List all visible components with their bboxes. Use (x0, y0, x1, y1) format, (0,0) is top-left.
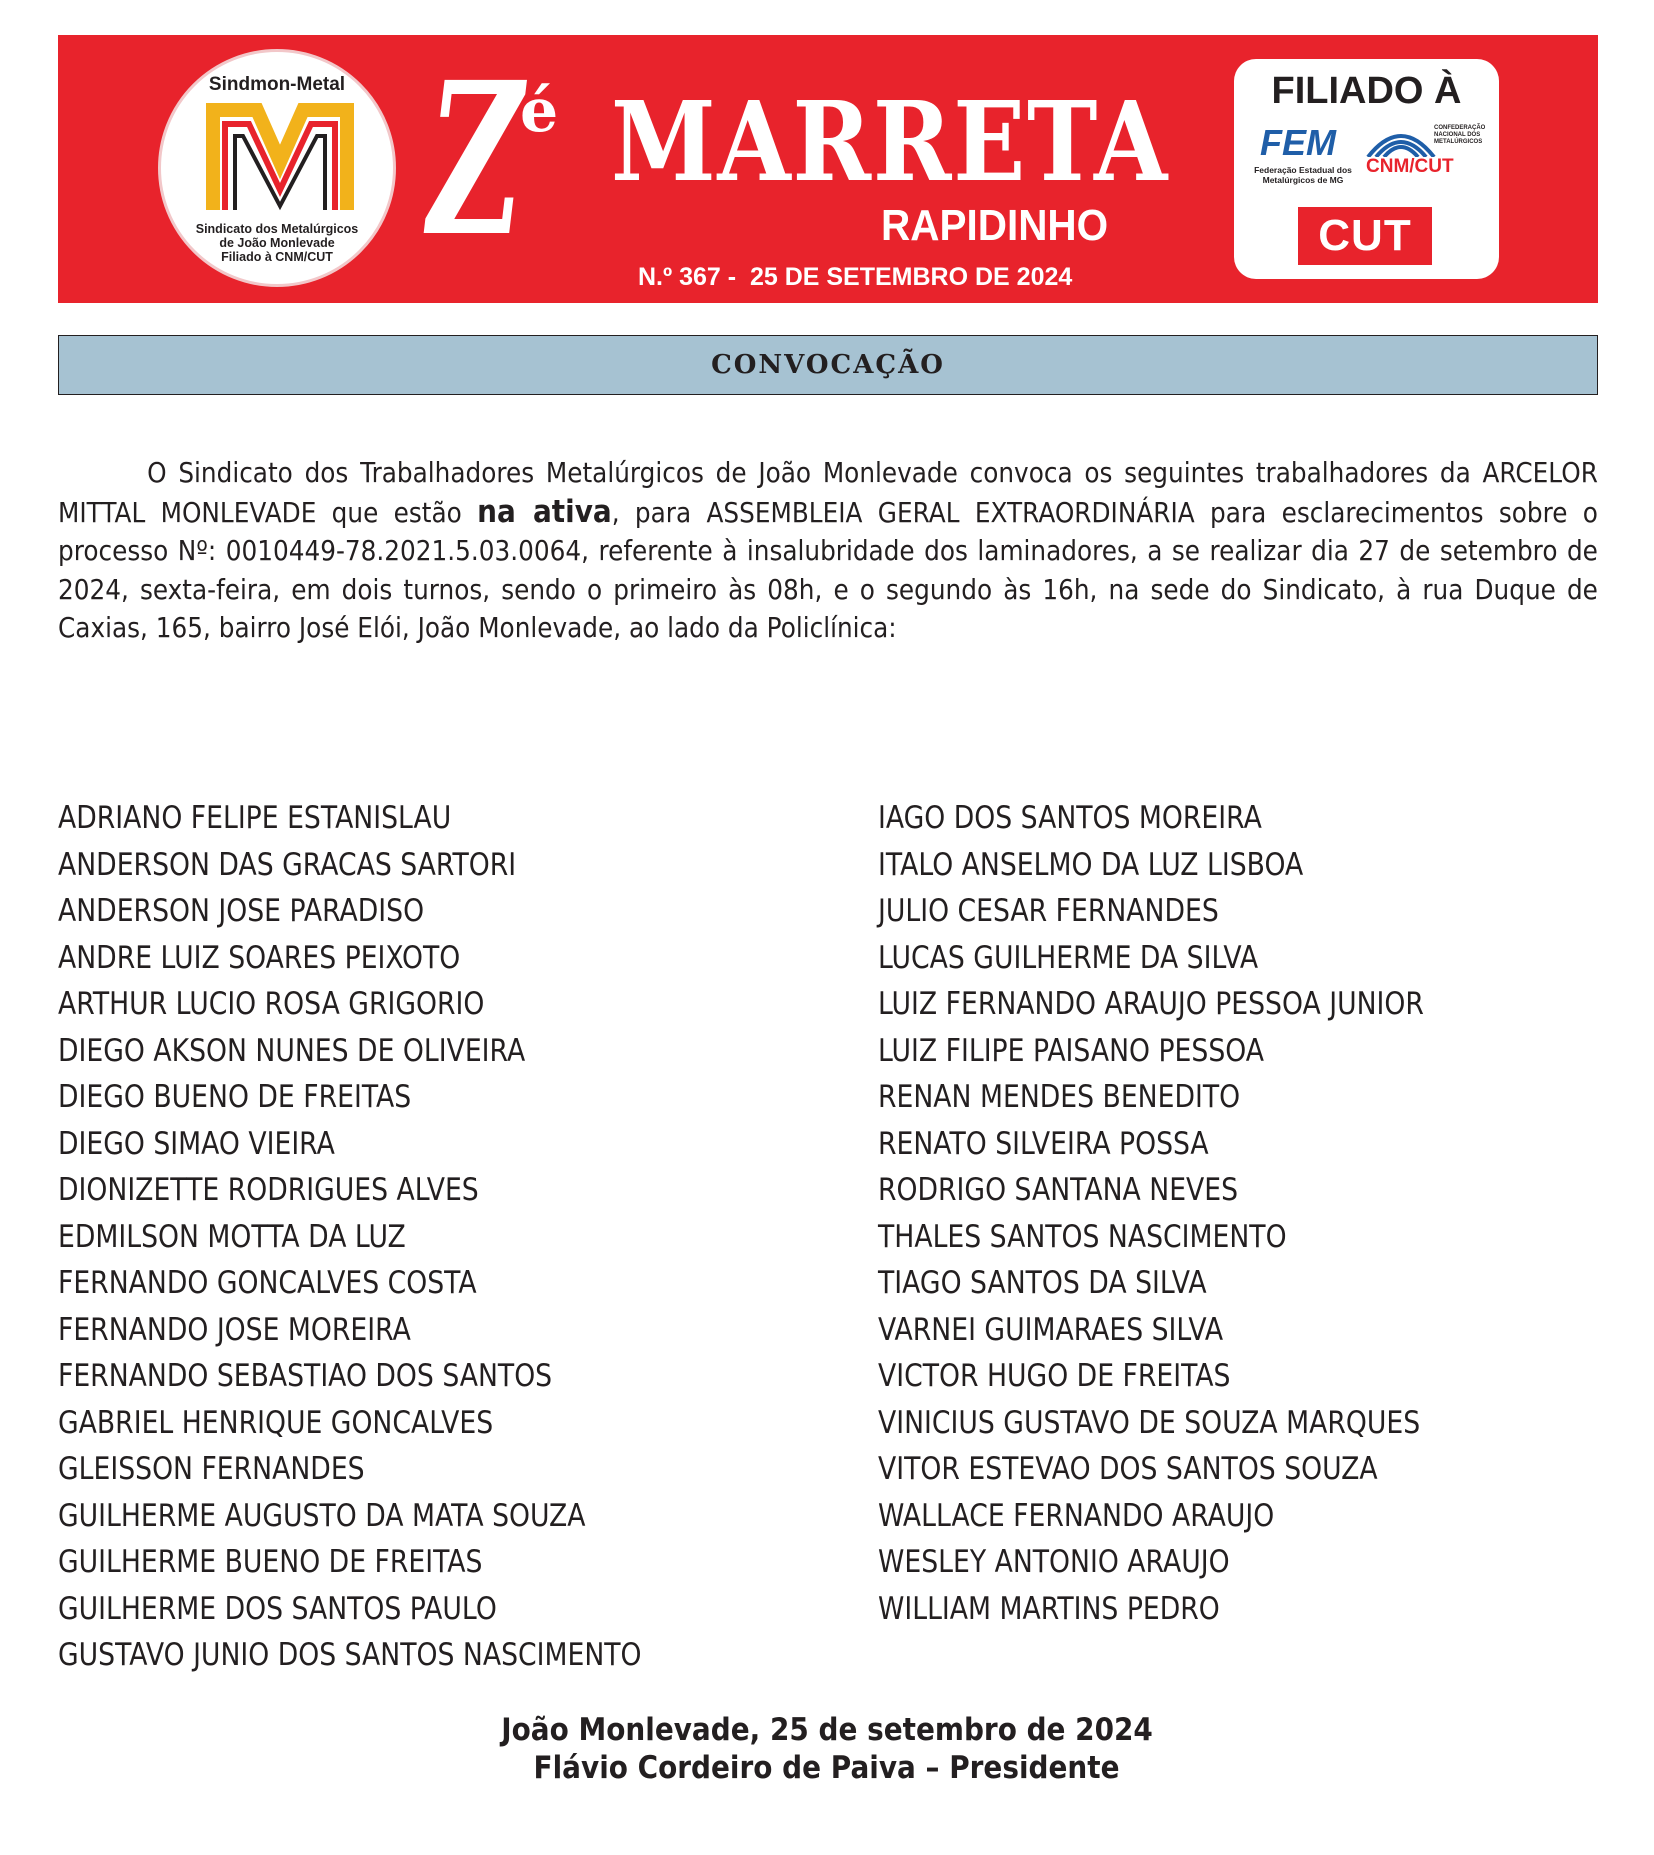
cnm-arches-icon (1366, 123, 1436, 157)
list-item: ANDERSON DAS GRACAS SARTORI (58, 846, 517, 883)
list-item: WESLEY ANTONIO ARAUJO (878, 1544, 1230, 1580)
list-item: THALES SANTOS NASCIMENTO (878, 1218, 1287, 1255)
list-item: FERNANDO SEBASTIAO DOS SANTOS (58, 1358, 553, 1394)
fem-logo-text: FEM (1260, 122, 1336, 163)
list-item: ITALO ANSELMO DA LUZ LISBOA (878, 846, 1304, 883)
list-item: GUILHERME DOS SANTOS PAULO (58, 1590, 497, 1627)
list-item: ANDERSON JOSE PARADISO (58, 893, 425, 929)
list-item: DIEGO SIMAO VIEIRA (58, 1125, 335, 1162)
list-item: VITOR ESTEVAO DOS SANTOS SOUZA (878, 1451, 1378, 1487)
list-item: RODRIGO SANTANA NEVES (878, 1172, 1239, 1208)
list-item: DIEGO BUENO DE FREITAS (58, 1079, 412, 1115)
page-title: MARRETA (611, 77, 1170, 206)
list-item: DIEGO AKSON NUNES DE OLIVEIRA (58, 1032, 526, 1069)
fem-logo-subtitle: Federação Estadual dos Metalúrgicos de MG (1254, 165, 1352, 185)
list-item: EDMILSON MOTTA DA LUZ (58, 1218, 406, 1255)
list-item: VINICIUS GUSTAVO DE SOUZA MARQUES (878, 1404, 1421, 1441)
logo-org-name: Sindmon-Metal (208, 74, 346, 95)
list-item: ADRIANO FELIPE ESTANISLAU (58, 800, 452, 836)
list-item: RENAN MENDES BENEDITO (878, 1079, 1241, 1115)
list-item: FERNANDO GONCALVES COSTA (58, 1265, 477, 1301)
list-item: DIONIZETTE RODRIGUES ALVES (58, 1172, 479, 1208)
list-item: GLEISSON FERNANDES (58, 1451, 365, 1487)
section-title: CONVOCAÇÃO (711, 350, 945, 380)
list-item: GUILHERME AUGUSTO DA MATA SOUZA (58, 1497, 586, 1534)
list-item: ARTHUR LUCIO ROSA GRIGORIO (58, 986, 485, 1022)
title-z: Z (428, 36, 524, 283)
footer-signature: Flávio Cordeiro de Paiva – Presidente (534, 1750, 1120, 1786)
list-item: LUIZ FERNANDO ARAUJO PESSOA JUNIOR (878, 986, 1424, 1022)
cnm-cut-logo (1362, 123, 1494, 193)
title-e: é (520, 76, 559, 146)
list-item: IAGO DOS SANTOS MOREIRA (878, 800, 1262, 836)
list-item: LUCAS GUILHERME DA SILVA (878, 939, 1259, 976)
affiliation-box (1234, 59, 1499, 279)
cnm-logo-text: CNM/CUT (1366, 156, 1454, 177)
footer-place-date: João Monlevade, 25 de setembro de 2024 (501, 1712, 1153, 1748)
list-item: ANDRE LUIZ SOARES PEIXOTO (58, 939, 461, 976)
list-item: GUILHERME BUENO DE FREITAS (58, 1544, 483, 1580)
names-list-right (878, 795, 1513, 1632)
list-item: WILLIAM MARTINS PEDRO (878, 1590, 1220, 1627)
list-item: GUSTAVO JUNIO DOS SANTOS NASCIMENTO (58, 1637, 642, 1673)
list-item: JULIO CESAR FERNANDES (878, 893, 1219, 929)
list-item: TIAGO SANTOS DA SILVA (878, 1265, 1207, 1301)
list-item: GABRIEL HENRIQUE GONCALVES (58, 1404, 494, 1441)
page-subtitle: RAPIDINHO (881, 201, 1109, 250)
header-banner (58, 35, 1598, 303)
list-item: LUIZ FILIPE PAISANO PESSOA (878, 1032, 1265, 1069)
list-item: WALLACE FERNANDO ARAUJO (878, 1497, 1275, 1534)
cut-logo: CUT (1298, 207, 1432, 265)
intro-paragraph: O Sindicato dos Trabalhadores Metalúrgicos de João Monlevade convoca os seguintes trabalhadores da ARCELOR MITTAL MONLEVADE que estão na ativa, para ASSEMBLEIA GERAL EXTRAORDINÁRIA para esclarecimentos sobre o processo Nº: 0010449-78.2021.5.03.0064, referente à insalubridade dos laminadores, a se realizar dia 27 de setembro de 2024, sexta-feira, em dois turnos, sendo o primeiro às 08h, e o segundo às 16h, na sede do Sindicato, à rua Duque de Caxias, 165, bairro José Elói, João Monlevade, ao lado da Policlínica: (58, 457, 1598, 644)
affiliation-label: FILIADO À (1271, 70, 1462, 112)
cnm-logo-small-text: CONFEDERAÇÃO NACIONAL DOS METALÚRGICOS (1434, 125, 1486, 145)
intro-emphasis: na ativa (477, 493, 612, 530)
issue-number-date: N.º 367 - 25 DE SETEMBRO DE 2024 (638, 263, 1073, 291)
list-item: VICTOR HUGO DE FREITAS (878, 1358, 1231, 1394)
fem-logo (1248, 123, 1358, 193)
list-item: RENATO SILVEIRA POSSA (878, 1125, 1209, 1162)
sindmon-m-icon (205, 102, 355, 214)
list-item: VARNEI GUIMARAES SILVA (878, 1311, 1224, 1348)
section-title-bar (58, 335, 1598, 395)
sindmon-logo (158, 49, 396, 287)
list-item: FERNANDO JOSE MOREIRA (58, 1311, 411, 1348)
names-list-left (58, 795, 737, 1679)
logo-subtitle: Sindicato dos Metalúrgicos de João Monlevade Filiado à CNM/CUT (195, 222, 359, 264)
